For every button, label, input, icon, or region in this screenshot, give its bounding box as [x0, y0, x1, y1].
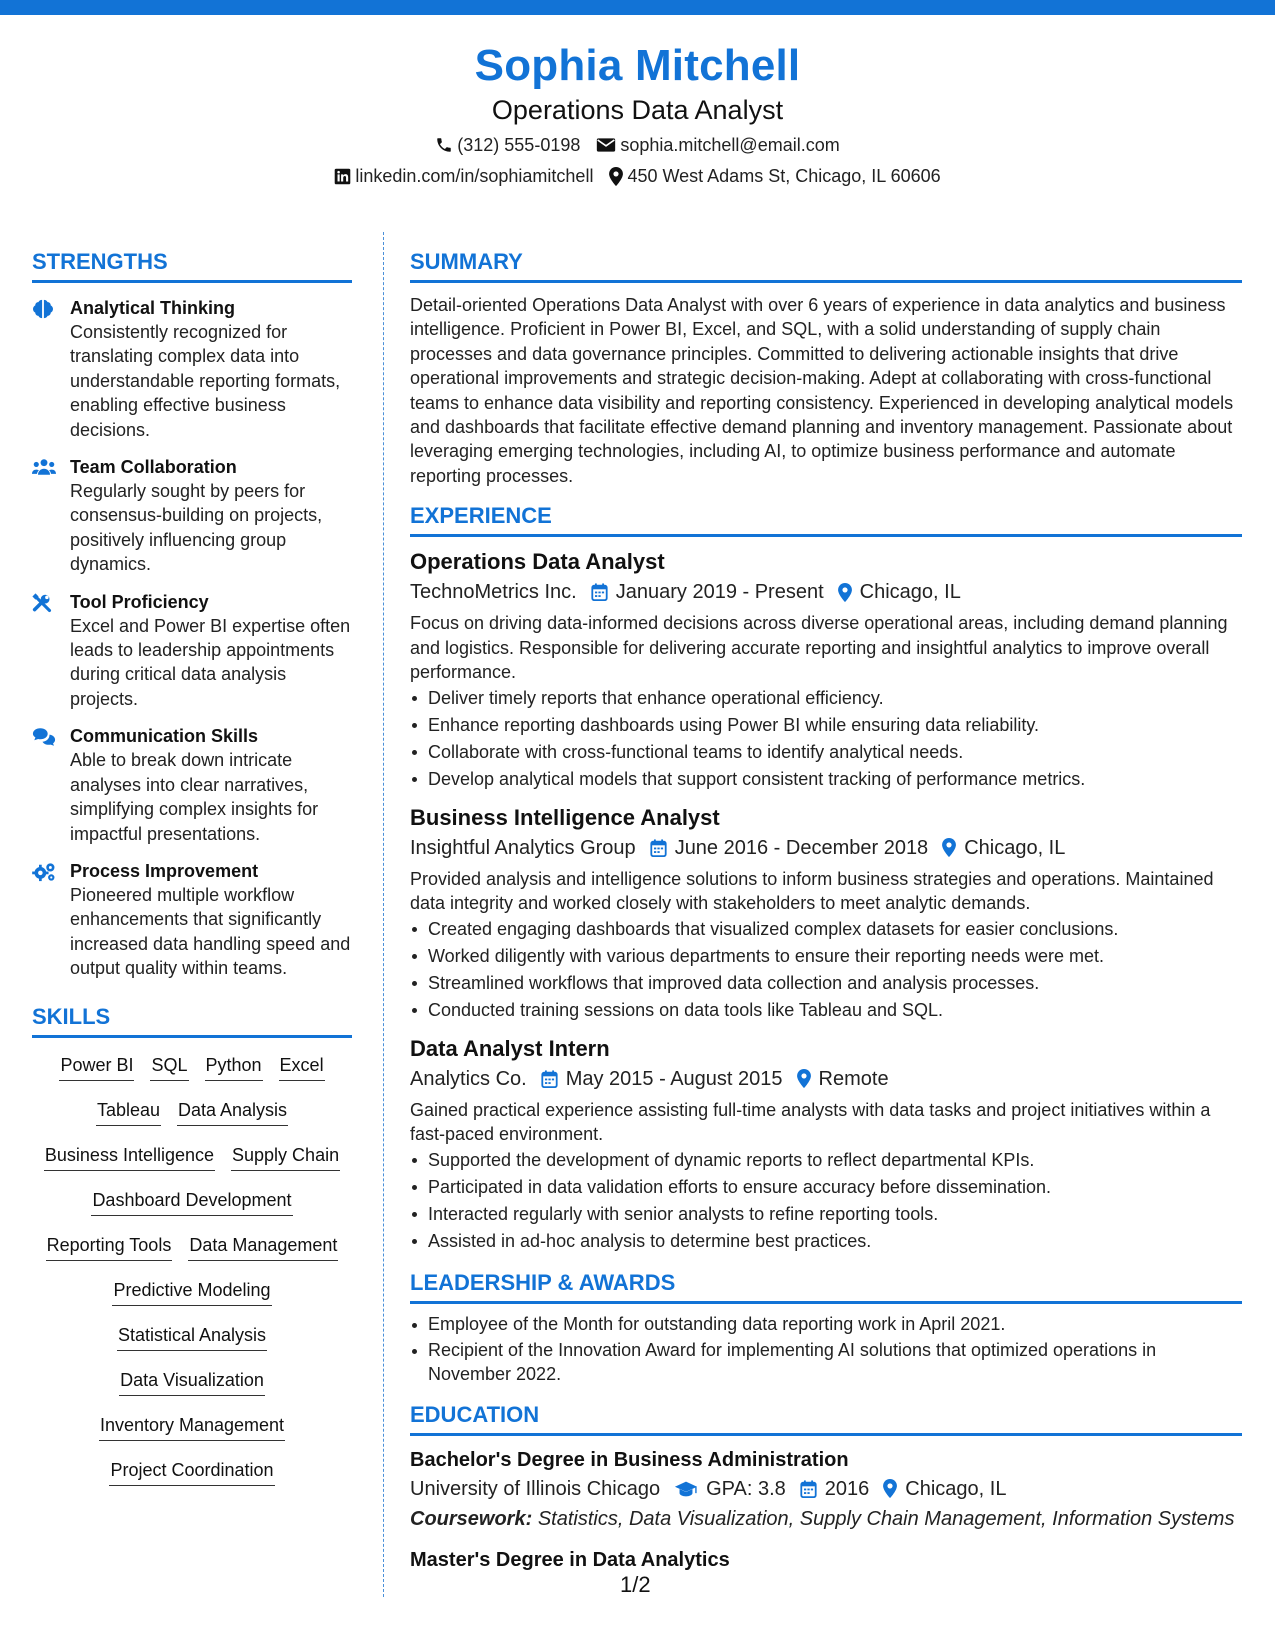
bullet-item: Enhance reporting dashboards using Power BI while ensuring data reliability. [428, 712, 1242, 739]
strength-desc: Excel and Power BI expertise often leads to leadership appointments during critical data analysis projects. [70, 615, 351, 709]
strength-item [32, 455, 352, 577]
bullet-item: Develop analytical models that support consistent tracking of performance metrics. [428, 766, 1242, 793]
phone-icon [435, 136, 453, 154]
degree-title: Bachelor's Degree in Business Administration [410, 1448, 849, 1471]
bullet-item: Collaborate with cross-functional teams to identify analytical needs. [428, 739, 1242, 766]
skill-tag: Reporting Tools [46, 1232, 173, 1261]
strength-name: Tool Proficiency [70, 591, 209, 612]
bullet-item: Assisted in ad-hoc analysis to determine best practices. [428, 1228, 1242, 1255]
skill-tag: Excel [279, 1052, 325, 1081]
email-text[interactable]: sophia.mitchell@email.com [620, 135, 840, 155]
education-meta [410, 1474, 1242, 1504]
graduation-year: 2016 [824, 1477, 870, 1500]
job-bullets [410, 1147, 1242, 1254]
strength-item [32, 590, 352, 712]
skill-tag: Data Management [188, 1232, 338, 1261]
strength-name: Communication Skills [70, 726, 259, 747]
bullet-item: Deliver timely reports that enhance operational efficiency. [428, 685, 1242, 712]
summary-text: Detail-oriented Operations Data Analyst with over 6 years of experience in data analytics and business intelligence. Proficient in Power BI, Excel, and SQL, with a solid understanding of supply chain processes and data governance principles. Committed to delivering actionable insights that drive operational improvements and strategic decision-making. Adept at collaborating with cross-functional teams to enhance data visibility and reporting consistency. Experienced in developing analytical models and dashboards that facilitate effective demand planning and inventory management. Passionate about leveraging emerging technologies, including AI, to optimize business performance and automate reporting processes. [410, 295, 1234, 486]
skill-row [32, 1412, 352, 1457]
address-contact [609, 164, 940, 188]
skill-row [32, 1142, 352, 1187]
brain-icon [32, 299, 54, 319]
job-description: Gained practical experience assisting full-time analysts with data tasks and project initiatives within a fast-paced environment. [410, 1099, 1211, 1145]
strength-name: Process Improvement [70, 860, 259, 881]
job-title: Business Intelligence Analyst [410, 804, 720, 830]
calendar-icon [650, 839, 667, 857]
left-column [32, 248, 352, 1502]
linkedin-text[interactable]: linkedin.com/in/sophiamitchell [355, 166, 594, 186]
resume-header [0, 40, 1275, 188]
coursework-label: Coursework: [410, 1507, 533, 1530]
map-pin-icon [838, 583, 852, 602]
map-pin-icon [883, 1479, 897, 1498]
job-description: Provided analysis and intelligence solutions to inform business strategies and operations. Maintained data integrity and worked closely with stakeholders to meet analytic demands. [410, 868, 1214, 914]
top-accent-bar [0, 0, 1275, 15]
school-name: University of Illinois Chicago [410, 1477, 661, 1500]
skills-heading: SKILLS [32, 1003, 352, 1038]
job-meta [410, 577, 1242, 607]
job-dates: January 2019 - Present [615, 581, 824, 604]
award-item: Employee of the Month for outstanding data reporting work in April 2021. [428, 1312, 1242, 1336]
contact-row-2 [0, 164, 1275, 188]
skill-tag: Data Visualization [119, 1367, 265, 1396]
job-bullets [410, 916, 1242, 1023]
skill-tag: Business Intelligence [44, 1142, 215, 1171]
skill-tag: Project Coordination [109, 1457, 274, 1486]
skill-tag: Dashboard Development [91, 1187, 292, 1216]
right-column [410, 248, 1242, 1574]
job-title: Operations Data Analyst [410, 549, 665, 575]
skill-row [32, 1097, 352, 1142]
gpa-text: GPA: 3.8 [706, 1477, 786, 1500]
skill-tag: Power BI [59, 1052, 134, 1081]
graduation-cap-icon [674, 1480, 698, 1498]
strength-item [32, 724, 352, 846]
leadership-heading: LEADERSHIP & AWARDS [410, 1269, 1242, 1304]
skill-tag: Predictive Modeling [112, 1277, 271, 1306]
degree-title-2: Master's Degree in Data Analytics [410, 1548, 730, 1571]
strength-name: Team Collaboration [70, 457, 237, 478]
calendar-icon [800, 1480, 817, 1498]
coursework-line [410, 1504, 1242, 1534]
job-description: Focus on driving data-informed decisions across diverse operational areas, including demand planning and logistics. Responsible for delivering accurate reporting and insightful analytics to improve overall performance. [410, 613, 1228, 683]
job-entry [410, 803, 1242, 1024]
strength-desc: Consistently recognized for translating complex data into understandable reporting formats, enabling effective business decisions. [70, 322, 341, 440]
map-pin-icon [942, 838, 956, 857]
award-item: Recipient of the Innovation Award for implementing AI solutions that optimized operations in November 2022. [428, 1338, 1242, 1387]
skill-row [32, 1367, 352, 1412]
strength-item [32, 859, 352, 981]
strength-desc: Pioneered multiple workflow enhancements that significantly increased data handling speed and output quality within teams. [70, 884, 351, 979]
job-location: Remote [818, 1067, 889, 1090]
job-location: Chicago, IL [964, 836, 1066, 859]
skill-tag: Tableau [96, 1097, 161, 1126]
calendar-icon [541, 1070, 558, 1088]
summary-heading: SUMMARY [410, 248, 1242, 283]
job-entry [410, 1034, 1242, 1255]
job-dates: June 2016 - December 2018 [674, 836, 929, 859]
school-location: Chicago, IL [905, 1477, 1007, 1500]
company-name: Insightful Analytics Group [410, 836, 636, 859]
skill-tag: Inventory Management [99, 1412, 285, 1441]
page-number: 1/2 [620, 1572, 651, 1597]
skill-row [32, 1187, 352, 1232]
job-entry [410, 547, 1242, 792]
bullet-item: Worked diligently with various departments to ensure their reporting needs were met. [428, 943, 1242, 970]
bullet-item: Conducted training sessions on data tools like Tableau and SQL. [428, 997, 1242, 1024]
job-location: Chicago, IL [859, 581, 961, 604]
column-divider [383, 232, 384, 1597]
skill-tag: Data Analysis [177, 1097, 288, 1126]
skill-tag: Supply Chain [231, 1142, 340, 1171]
skill-row [32, 1457, 352, 1502]
phone-contact [435, 133, 580, 157]
candidate-title: Operations Data Analyst [491, 95, 784, 125]
skill-row [32, 1052, 352, 1097]
envelope-icon [596, 137, 616, 153]
map-pin-icon [609, 167, 623, 186]
linkedin-contact[interactable] [334, 164, 593, 188]
bullet-item: Interacted regularly with senior analysts to refine reporting tools. [428, 1201, 1242, 1228]
bullet-item: Participated in data validation efforts to ensure accuracy before dissemination. [428, 1174, 1242, 1201]
bullet-item: Supported the development of dynamic reports to reflect departmental KPIs. [428, 1147, 1242, 1174]
calendar-icon [591, 583, 608, 601]
skill-tag: Statistical Analysis [117, 1322, 267, 1351]
job-title: Data Analyst Intern [410, 1035, 610, 1061]
strength-item [32, 296, 352, 442]
skill-tag: Python [205, 1052, 263, 1081]
strength-name: Analytical Thinking [70, 298, 236, 318]
strength-desc: Able to break down intricate analyses into clear narratives, simplifying complex insights for impactful presentations. [70, 750, 319, 844]
experience-heading: EXPERIENCE [410, 502, 1242, 537]
job-meta [410, 1064, 1242, 1094]
strengths-heading: STRENGTHS [32, 248, 352, 283]
awards-list [410, 1312, 1242, 1387]
tools-icon [32, 593, 53, 614]
users-icon [32, 458, 56, 476]
job-dates: May 2015 - August 2015 [565, 1067, 783, 1090]
address-text: 450 West Adams St, Chicago, IL 60606 [627, 166, 941, 186]
company-name: Analytics Co. [410, 1067, 527, 1090]
linkedin-icon [334, 168, 351, 185]
phone-text: (312) 555-0198 [457, 135, 581, 155]
bullet-item: Streamlined workflows that improved data collection and analysis processes. [428, 970, 1242, 997]
gears-icon [32, 862, 56, 882]
bullet-item: Created engaging dashboards that visualized complex datasets for easier conclusions. [428, 916, 1242, 943]
map-pin-icon [797, 1069, 811, 1088]
education-heading: EDUCATION [410, 1401, 1242, 1436]
job-bullets [410, 685, 1242, 792]
coursework-text: Statistics, Data Visualization, Supply Chain Management, Information Systems [537, 1507, 1235, 1530]
candidate-name: Sophia Mitchell [474, 41, 801, 90]
skill-tag: SQL [150, 1052, 188, 1081]
skill-row [32, 1277, 352, 1322]
company-name: TechnoMetrics Inc. [410, 581, 577, 604]
skill-row [32, 1232, 352, 1277]
strength-desc: Regularly sought by peers for consensus-building on projects, positively influencing group dynamics. [70, 481, 323, 575]
comments-icon [32, 727, 56, 746]
skills-list [32, 1052, 352, 1502]
contact-row-1 [0, 133, 1275, 157]
skill-row [32, 1322, 352, 1367]
email-contact[interactable] [596, 133, 839, 157]
job-meta [410, 833, 1242, 863]
